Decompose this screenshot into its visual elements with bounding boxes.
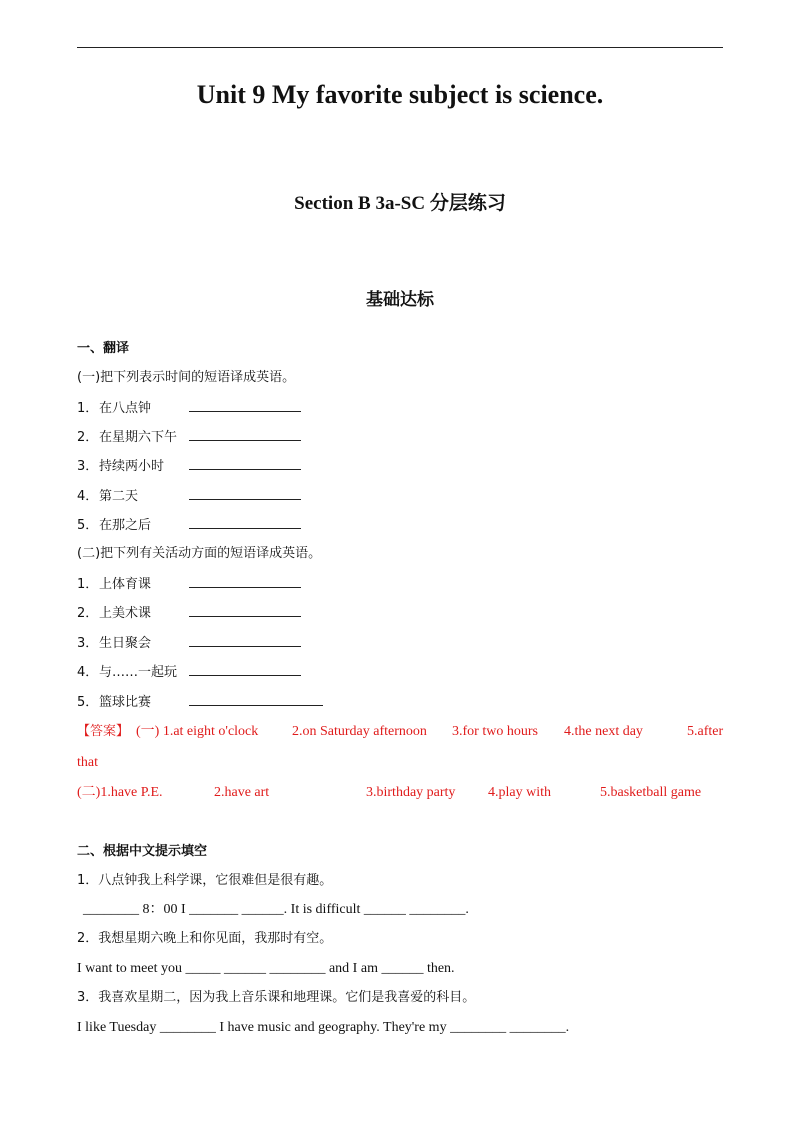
answer-blank[interactable] <box>189 633 301 647</box>
part2-heading: 二、根据中文提示填空 <box>77 844 208 859</box>
part1-heading: 一、翻译 <box>77 341 130 356</box>
page-title: Unit 9 My favorite subject is science. <box>196 80 604 109</box>
header-rule <box>77 47 723 48</box>
sub1-item-3 <box>77 456 301 477</box>
answer-blank[interactable] <box>189 398 301 412</box>
sub2-item-5 <box>77 692 323 713</box>
answer-item: 4.the next day <box>564 724 643 739</box>
answer-blank[interactable] <box>189 574 301 588</box>
item-number: 3． <box>77 636 99 651</box>
item-text: 持续两小时 <box>99 459 165 474</box>
sub2-item-3 <box>77 633 301 654</box>
item-number: 5． <box>77 695 99 710</box>
answer-item: 5.basketball game <box>600 785 702 800</box>
item-text: 在那之后 <box>99 518 152 533</box>
question-1-chinese: 1．八点钟我上科学课，它很难但是很有趣。 <box>77 873 333 888</box>
item-number: 2． <box>77 430 99 445</box>
item-number: 1． <box>77 401 99 416</box>
answer-blank[interactable] <box>189 515 301 529</box>
answer-item: 3.birthday party <box>366 785 456 800</box>
answer-item: 3.for two hours <box>452 724 538 739</box>
question-2-english[interactable]: I want to meet you _____ ______ ________ and I am ______ then. <box>77 961 455 976</box>
item-text: 在八点钟 <box>99 401 152 416</box>
answer-blank[interactable] <box>189 603 301 617</box>
item-text: 在星期六下午 <box>99 430 178 445</box>
item-text: 与……一起玩 <box>99 665 178 680</box>
question-3-english[interactable]: I like Tuesday ________ I have music and geography. They're my ________ ________. <box>77 1020 570 1035</box>
sub1-item-2 <box>77 427 301 448</box>
sub1-item-1 <box>77 398 301 419</box>
sub1-instruction: (一)把下列表示时间的短语译成英语。 <box>77 370 296 385</box>
answer-blank[interactable] <box>189 486 301 500</box>
question-2-chinese: 2．我想星期六晚上和你见面，我那时有空。 <box>77 931 333 946</box>
level-heading: 基础达标 <box>366 290 434 310</box>
item-number: 4． <box>77 489 99 504</box>
item-number: 5． <box>77 518 99 533</box>
question-3-chinese: 3．我喜欢星期二，因为我上音乐课和地理课。它们是我喜爱的科目。 <box>77 990 476 1005</box>
item-number: 2． <box>77 606 99 621</box>
item-text: 篮球比赛 <box>99 695 152 710</box>
answer-blank[interactable] <box>189 662 301 676</box>
item-text: 上美术课 <box>99 606 152 621</box>
answer-item: 4.play with <box>488 785 551 800</box>
answer-item: (一) 1.at eight o'clock <box>136 724 259 739</box>
sub1-item-5 <box>77 515 301 536</box>
item-text: 上体育课 <box>99 577 152 592</box>
answer-blank[interactable] <box>189 692 323 706</box>
item-text: 生日聚会 <box>99 636 152 651</box>
sub2-item-2 <box>77 603 301 624</box>
sub1-item-4 <box>77 486 301 507</box>
answer-item: 2.on Saturday afternoon <box>292 724 427 739</box>
answer-label: 【答案】 <box>77 724 130 739</box>
item-number: 3． <box>77 459 99 474</box>
item-number: 1． <box>77 577 99 592</box>
item-text: 第二天 <box>99 489 139 504</box>
sub2-instruction: (二)把下列有关活动方面的短语译成英语。 <box>77 546 322 561</box>
question-1-english[interactable]: ________ 8：00 I _______ ______. It is difficult ______ ________. <box>83 902 469 917</box>
answer-blank[interactable] <box>189 427 301 441</box>
section-subtitle: Section B 3a-SC 分层练习 <box>294 193 506 214</box>
answer-item: (二)1.have P.E. <box>77 785 163 800</box>
answer-blank[interactable] <box>189 456 301 470</box>
item-number: 4． <box>77 665 99 680</box>
answer-item: 2.have art <box>214 785 270 800</box>
sub2-item-1 <box>77 574 301 595</box>
answer-item: 5.after <box>687 724 724 739</box>
sub2-item-4 <box>77 662 301 683</box>
answer-item: that <box>77 755 98 770</box>
